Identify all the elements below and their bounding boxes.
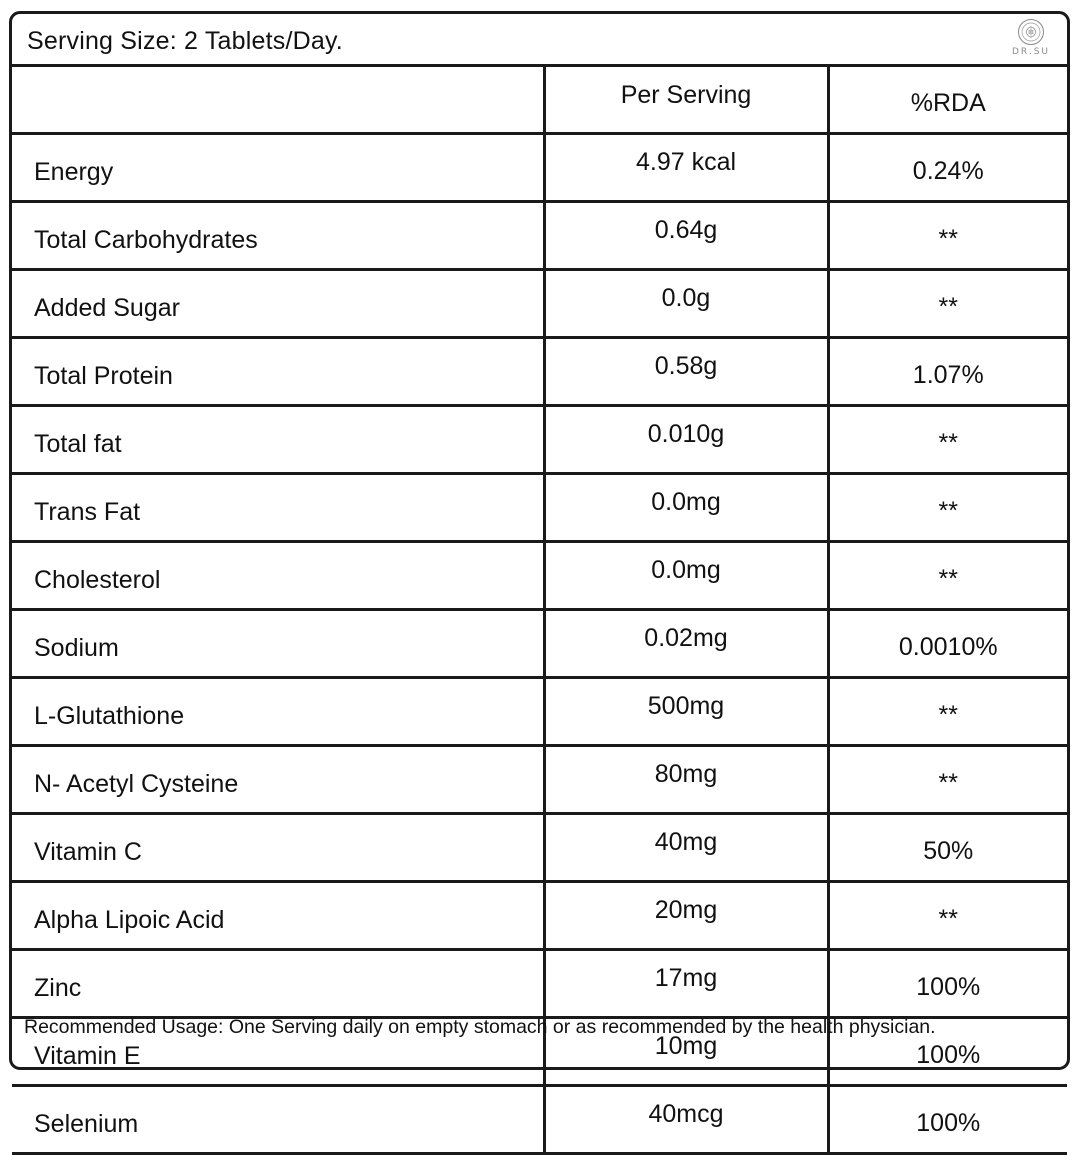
nutrient-name: Sodium bbox=[12, 610, 544, 678]
table-row bbox=[12, 134, 1067, 202]
table-row bbox=[12, 338, 1067, 406]
per-serving-value: 0.010g bbox=[544, 406, 828, 474]
recommended-usage-note: Recommended Usage: One Serving daily on empty stomach or as recommended by the health physician. bbox=[24, 1016, 936, 1038]
rda-value: ** bbox=[828, 882, 1067, 950]
rda-value: 1.07% bbox=[828, 338, 1067, 406]
table-row bbox=[12, 678, 1067, 746]
rda-value: 0.0010% bbox=[828, 610, 1067, 678]
per-serving-value: 500mg bbox=[544, 678, 828, 746]
per-serving-value: 10mg bbox=[544, 1018, 828, 1086]
rda-value: ** bbox=[828, 678, 1067, 746]
per-serving-value: 20mg bbox=[544, 882, 828, 950]
per-serving-value: 40mg bbox=[544, 814, 828, 882]
per-serving-value: 0.58g bbox=[544, 338, 828, 406]
header-nutrient bbox=[12, 67, 544, 134]
serving-size-header bbox=[12, 14, 1067, 67]
per-serving-value: 0.0g bbox=[544, 270, 828, 338]
table-row bbox=[12, 814, 1067, 882]
rda-value: ** bbox=[828, 270, 1067, 338]
nutrient-name: Alpha Lipoic Acid bbox=[12, 882, 544, 950]
nutrient-name: Energy bbox=[12, 134, 544, 202]
per-serving-value: 0.02mg bbox=[544, 610, 828, 678]
nutrient-name: Zinc bbox=[12, 950, 544, 1018]
rda-value: 100% bbox=[828, 1018, 1067, 1086]
per-serving-value: 0.64g bbox=[544, 202, 828, 270]
nutrient-name: Selenium bbox=[12, 1086, 544, 1154]
header-per-serving: Per Serving bbox=[544, 67, 828, 134]
rda-value: 0.24% bbox=[828, 134, 1067, 202]
nutrient-name: Vitamin E bbox=[12, 1018, 544, 1086]
nutrient-name: Total Carbohydrates bbox=[12, 202, 544, 270]
nutrient-name: L-Glutathione bbox=[12, 678, 544, 746]
table-row bbox=[12, 202, 1067, 270]
dr-su-emblem-icon bbox=[1017, 18, 1045, 46]
per-serving-value: 0.0mg bbox=[544, 542, 828, 610]
rda-value: ** bbox=[828, 542, 1067, 610]
nutrient-name: Vitamin C bbox=[12, 814, 544, 882]
per-serving-value: 17mg bbox=[544, 950, 828, 1018]
table-row bbox=[12, 1086, 1067, 1154]
nutrient-name: Added Sugar bbox=[12, 270, 544, 338]
table-row bbox=[12, 270, 1067, 338]
nutrition-table bbox=[12, 67, 1067, 1155]
table-row bbox=[12, 610, 1067, 678]
rda-value: 100% bbox=[828, 1086, 1067, 1154]
rda-value: ** bbox=[828, 202, 1067, 270]
per-serving-value: 4.97 kcal bbox=[544, 134, 828, 202]
brand-logo bbox=[1009, 18, 1053, 62]
table-row bbox=[12, 950, 1067, 1018]
nutrient-name: Total fat bbox=[12, 406, 544, 474]
per-serving-value: 0.0mg bbox=[544, 474, 828, 542]
rda-value: ** bbox=[828, 474, 1067, 542]
nutrient-name: N- Acetyl Cysteine bbox=[12, 746, 544, 814]
table-row bbox=[12, 746, 1067, 814]
header-rda: %RDA bbox=[828, 67, 1067, 134]
nutrient-name: Trans Fat bbox=[12, 474, 544, 542]
per-serving-value: 80mg bbox=[544, 746, 828, 814]
nutrient-name: Total Protein bbox=[12, 338, 544, 406]
rda-value: ** bbox=[828, 406, 1067, 474]
table-row bbox=[12, 474, 1067, 542]
table-header-row bbox=[12, 67, 1067, 134]
table-row bbox=[12, 882, 1067, 950]
table-row bbox=[12, 406, 1067, 474]
rda-value: 100% bbox=[828, 950, 1067, 1018]
table-row bbox=[12, 542, 1067, 610]
serving-size-text: Serving Size: 2 Tablets/Day. bbox=[27, 27, 343, 55]
nutrition-facts-panel bbox=[9, 11, 1070, 1138]
nutrient-name: Cholesterol bbox=[12, 542, 544, 610]
per-serving-value: 40mcg bbox=[544, 1086, 828, 1154]
brand-logo-text: DR.SU bbox=[1011, 47, 1051, 57]
rda-value: ** bbox=[828, 746, 1067, 814]
rda-value: 50% bbox=[828, 814, 1067, 882]
